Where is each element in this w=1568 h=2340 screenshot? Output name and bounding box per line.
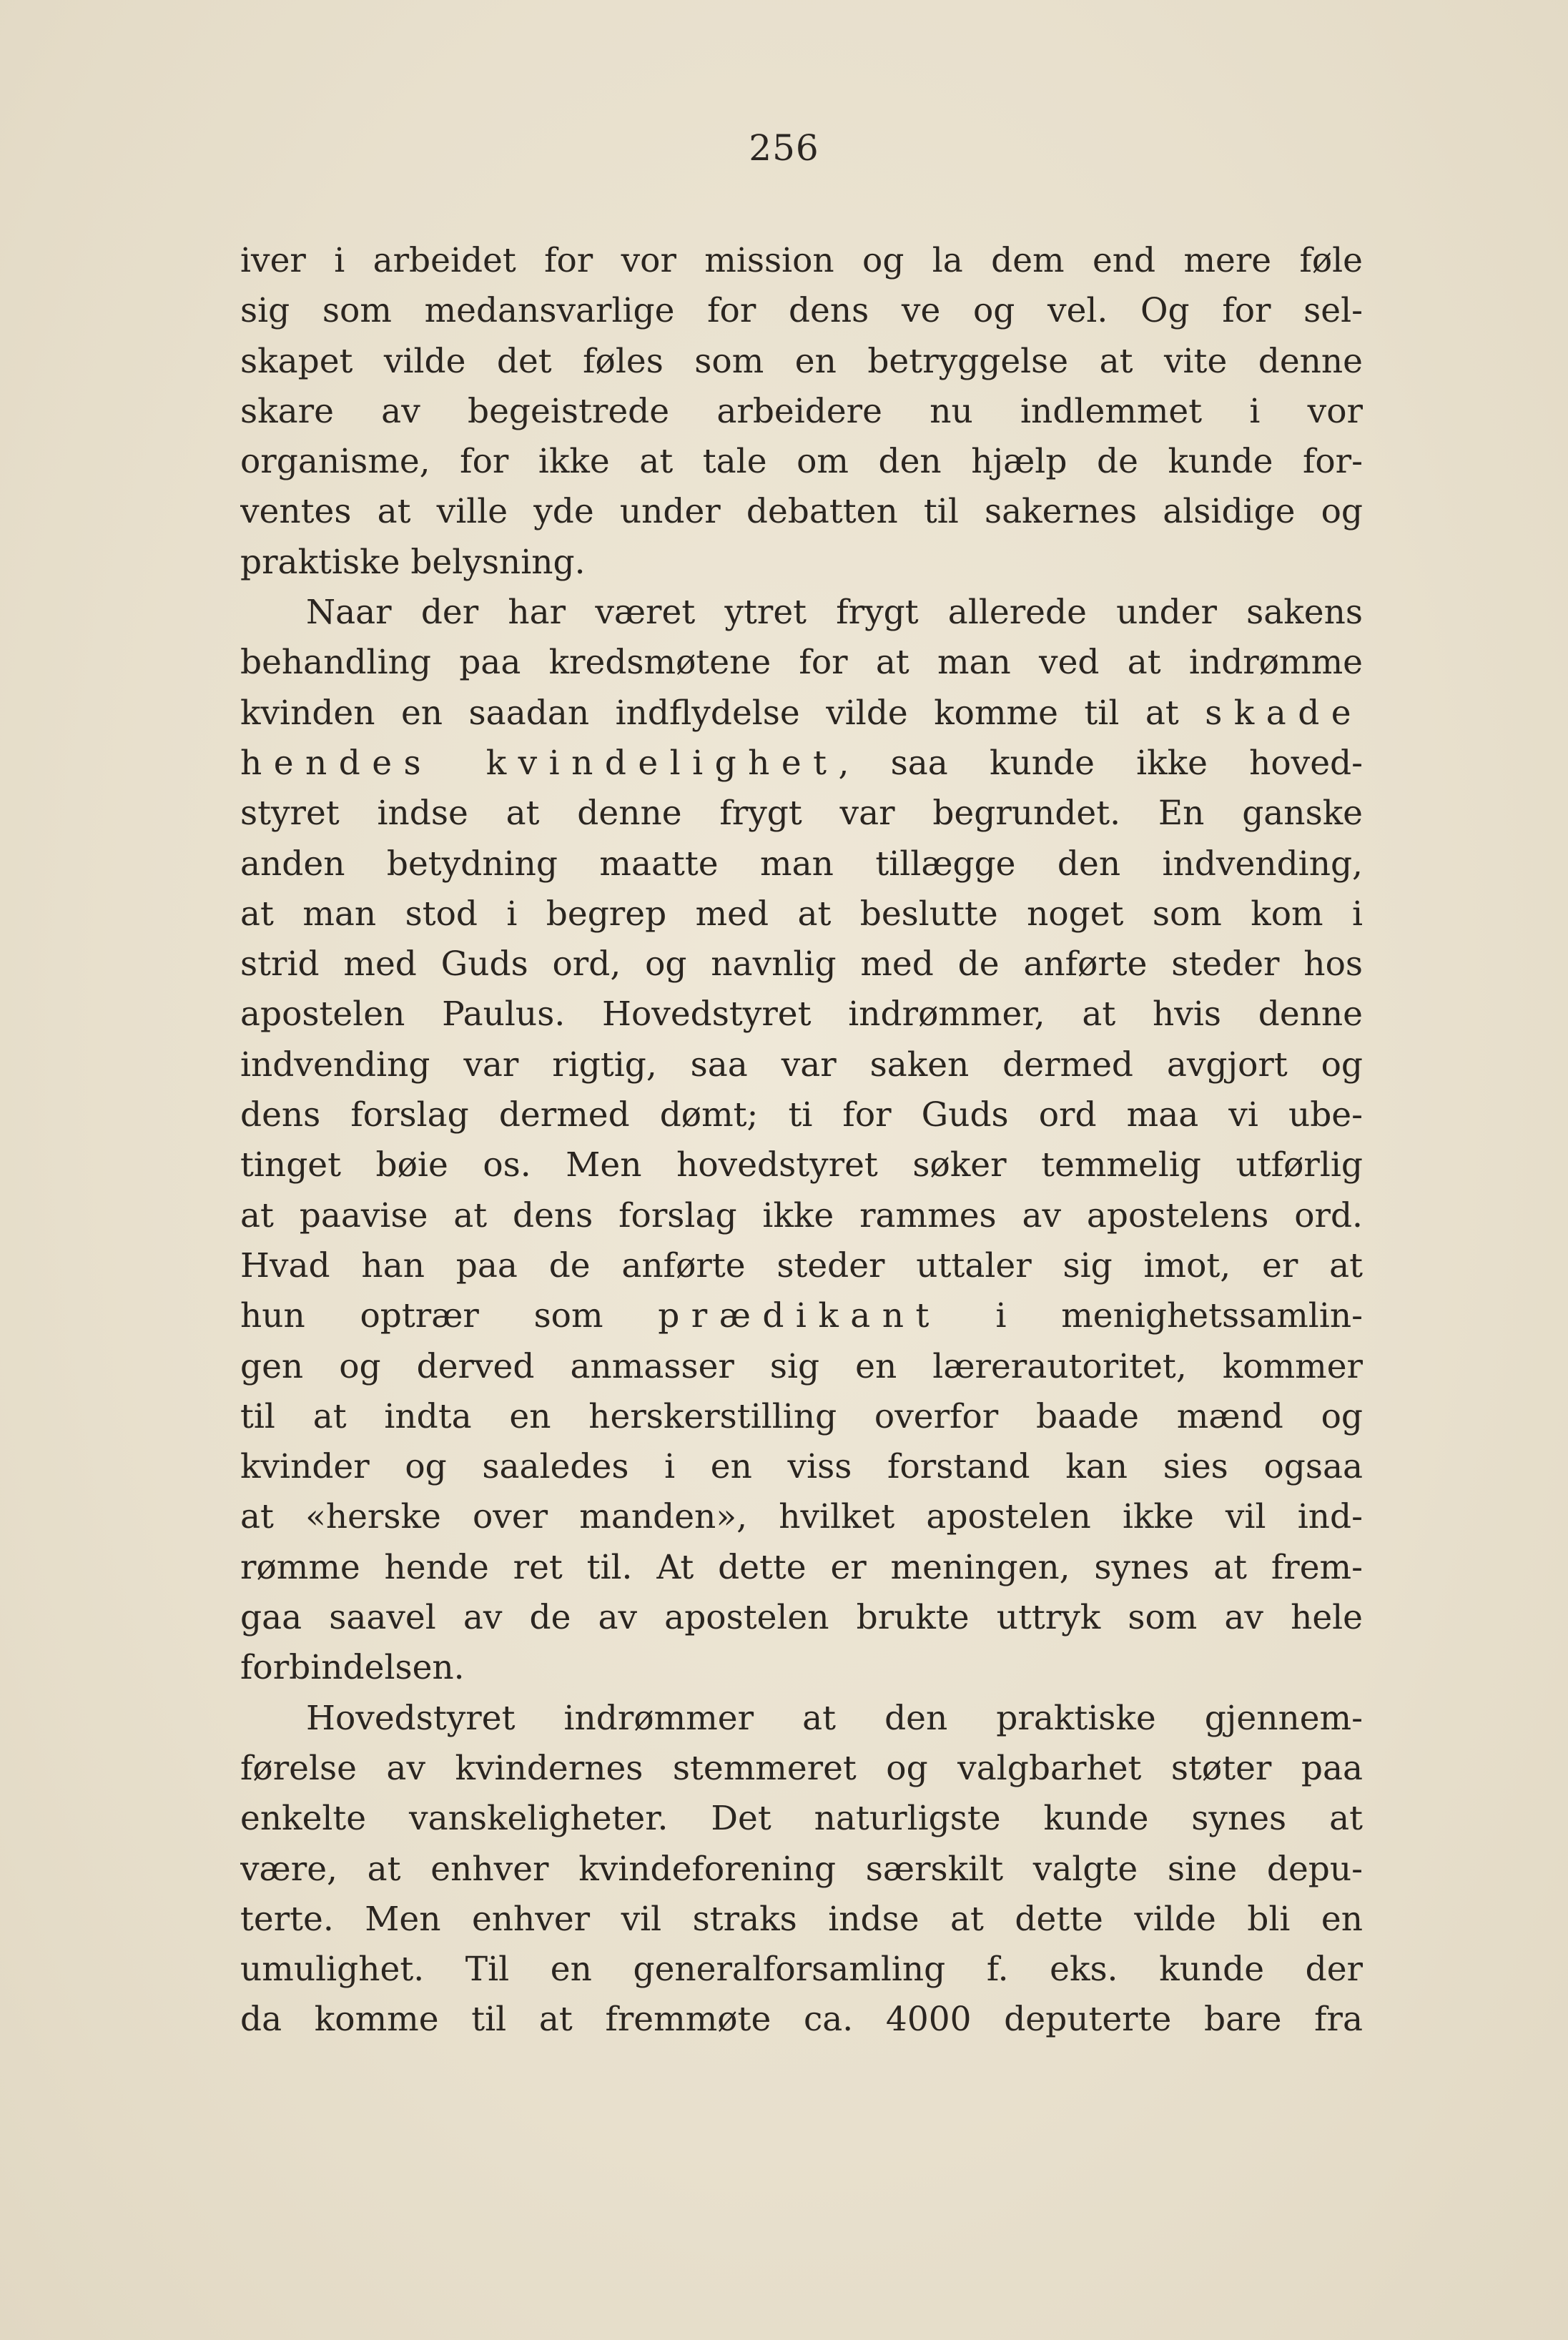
text-segment: kvinden en saadan indflydelse vilde komme til at — [240, 693, 1205, 733]
text-line: gen og derved anmasser sig en lærerautoritet, kommer — [240, 1346, 1363, 1386]
text-line: styret indse at denne frygt var begrundet. En ganske — [240, 794, 1363, 834]
text-line: at man stod i begrep med at beslutte noget som kom i — [240, 894, 1363, 934]
page-number: 256 — [749, 127, 819, 169]
text-line: tinget bøie os. Men hovedstyret søker temmelig utførlig — [240, 1145, 1363, 1185]
text-line: førelse av kvindernes stemmeret og valgbarhet støter paa — [240, 1748, 1363, 1788]
text-line: anden betydning maatte man tillægge den indvending, — [240, 844, 1363, 884]
text-line — [240, 739, 1363, 789]
text-line: være, at enhver kvindeforening særskilt valgte sine depu- — [240, 1849, 1363, 1889]
text-line: gaa saavel av de av apostelen brukte uttryk som av hele — [240, 1598, 1363, 1638]
text-line: kvinder og saaledes i en viss forstand kan sies ogsaa — [240, 1447, 1363, 1487]
text-line: dens forslag dermed dømt; ti for Guds ord maa vi ube- — [240, 1095, 1363, 1135]
text-segment: i menighetssamlin- — [940, 1296, 1363, 1336]
text-segment: , saa kunde ikke hoved- — [838, 743, 1363, 783]
paragraph-start-line: Hovedstyret indrømmer at den praktiske gjennem- — [306, 1698, 1363, 1738]
paragraph-end-line: forbindelsen. — [240, 1648, 465, 1688]
text-line: rømme hende ret til. At dette er meningen, synes at frem- — [240, 1547, 1363, 1587]
text-line: umulighet. Til en generalforsamling f. eks. kunde der — [240, 1950, 1363, 1990]
text-line: skare av begeistrede arbeidere nu indlemmet i vor — [240, 391, 1363, 431]
text-line — [240, 1291, 1363, 1341]
spaced-emphasis: skade — [1205, 693, 1363, 733]
text-line: apostelen Paulus. Hovedstyret indrømmer, at hvis denne — [240, 994, 1363, 1035]
text-line: behandling paa kredsmøtene for at man ved at indrømme — [240, 643, 1363, 683]
text-line: strid med Guds ord, og navnlig med de anførte steder hos — [240, 944, 1363, 984]
text-line: iver i arbeidet for vor mission og la dem end mere føle — [240, 241, 1363, 280]
spaced-emphasis: hendes kvindelighet — [240, 743, 839, 783]
text-line: skapet vilde det føles som en betryggelse at vite denne — [240, 341, 1363, 381]
paragraph-start-line: Naar der har været ytret frygt allerede under sakens — [306, 593, 1363, 633]
spaced-emphasis: prædikant — [658, 1296, 941, 1336]
body-text — [240, 236, 1363, 2045]
text-line: terte. Men enhver vil straks indse at dette vilde bli en — [240, 1899, 1363, 1939]
text-line: at «herske over manden», hvilket apostelen ikke vil ind- — [240, 1497, 1363, 1537]
text-line: indvending var rigtig, saa var saken dermed avgjort og — [240, 1045, 1363, 1085]
text-line: til at indta en herskerstilling overfor baade mænd og — [240, 1396, 1363, 1436]
text-line — [240, 688, 1363, 739]
text-line: at paavise at dens forslag ikke rammes av apostelens ord. — [240, 1195, 1363, 1235]
text-line: organisme, for ikke at tale om den hjælp de kunde for- — [240, 442, 1363, 482]
text-line: ventes at ville yde under debatten til sakernes alsidige og — [240, 492, 1363, 532]
text-segment: hun optrær som — [240, 1296, 659, 1336]
text-line: da komme til at fremmøte ca. 4000 deputerte bare fra — [240, 2000, 1363, 2040]
text-line: enkelte vanskeligheter. Det naturligste kunde synes at — [240, 1799, 1363, 1839]
text-line: sig som medansvarlige for dens ve og vel. Og for sel- — [240, 291, 1363, 331]
text-line: Hvad han paa de anførte steder uttaler sig imot, er at — [240, 1245, 1363, 1285]
paragraph-end-line: praktiske belysning. — [240, 542, 586, 582]
